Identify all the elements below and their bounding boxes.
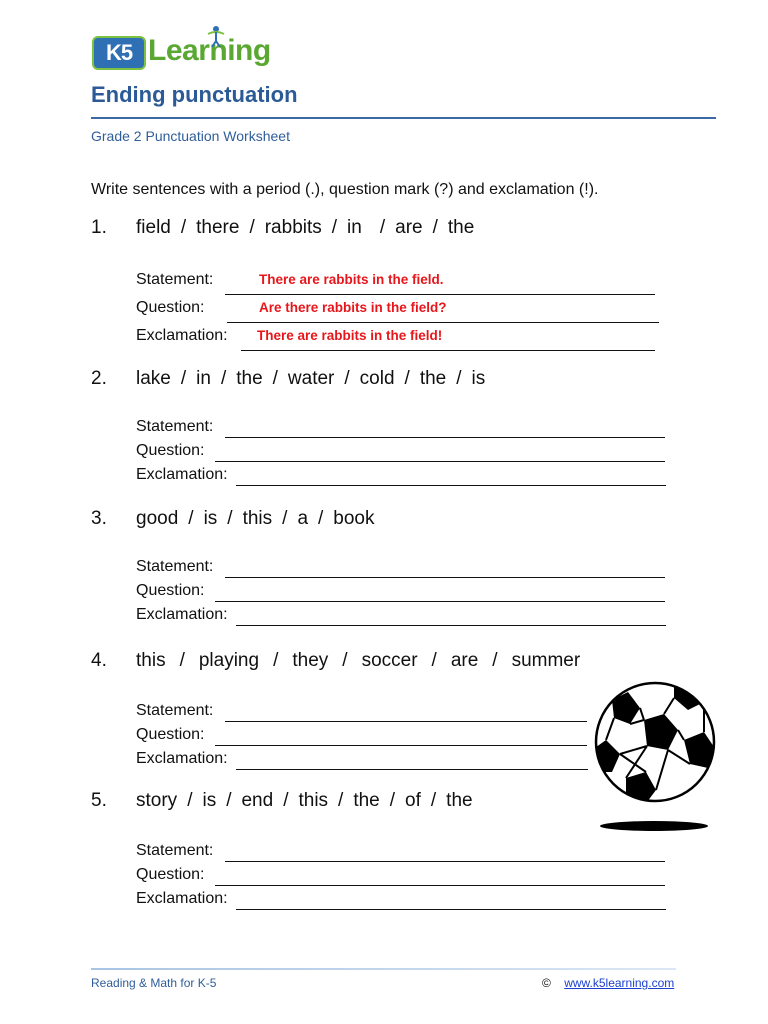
- word: the: [419, 368, 447, 389]
- statement-label: Statement:: [136, 842, 214, 859]
- question-answer: Are there rabbits in the field?: [259, 300, 447, 315]
- word: playing: [198, 650, 260, 671]
- word-bank: field / there / rabbits / in / are / the: [136, 217, 475, 238]
- footer-divider: [91, 968, 676, 970]
- exclamation-answer-line[interactable]: [241, 350, 655, 351]
- exclamation-label: Exclamation:: [136, 327, 228, 344]
- word: in: [196, 368, 211, 389]
- word-bank: story / is / end / this / the / of / the: [136, 790, 473, 811]
- logo-k5-badge: K5: [92, 36, 146, 70]
- statement-answer-line[interactable]: [225, 577, 665, 578]
- statement-answer-line[interactable]: [225, 861, 665, 862]
- word: there: [196, 217, 240, 238]
- statement-answer-line[interactable]: [225, 721, 587, 722]
- word: this: [242, 508, 273, 529]
- word: cold: [359, 368, 395, 389]
- exclamation-answer: There are rabbits in the field!: [257, 328, 443, 343]
- word-bank: lake / in / the / water / cold / the / is: [136, 368, 486, 389]
- copyright-symbol: ©: [542, 976, 551, 990]
- word: is: [471, 368, 486, 389]
- title-divider: [91, 117, 716, 119]
- question-row: [91, 582, 731, 606]
- exclamation-row: [91, 466, 731, 490]
- question-label: Question:: [136, 299, 205, 316]
- word: of: [405, 790, 421, 811]
- word: the: [446, 790, 473, 811]
- exclamation-label: Exclamation:: [136, 890, 228, 907]
- word: are: [450, 650, 479, 671]
- exclamation-row: [91, 606, 731, 630]
- word-bank: good / is / this / a / book: [136, 508, 375, 529]
- question-answer-line[interactable]: [215, 885, 665, 886]
- page-title: Ending punctuation: [91, 82, 298, 107]
- question-number: 3.: [91, 508, 107, 529]
- word: summer: [511, 650, 581, 671]
- logo-wordmark: Learning: [148, 34, 271, 67]
- soccer-ball-image: [592, 680, 722, 840]
- word: good: [136, 508, 179, 529]
- word: a: [297, 508, 309, 529]
- question-row: [91, 866, 731, 890]
- exclamation-row: [91, 327, 731, 355]
- exclamation-answer-line[interactable]: [236, 769, 588, 770]
- statement-row: [91, 558, 731, 582]
- question-2: [91, 368, 731, 490]
- footer-copyright: [542, 976, 674, 990]
- question-3: [91, 508, 731, 630]
- exclamation-answer-line[interactable]: [236, 625, 666, 626]
- word: the: [236, 368, 263, 389]
- statement-answer-line[interactable]: [225, 437, 665, 438]
- statement-answer-line[interactable]: [225, 294, 655, 295]
- question-label: Question:: [136, 442, 205, 459]
- statement-label: Statement:: [136, 418, 214, 435]
- word: is: [202, 790, 217, 811]
- logo-figure-icon: [204, 24, 228, 48]
- statement-row: [91, 842, 731, 866]
- question-row: [91, 442, 731, 466]
- question-answer-line[interactable]: [215, 745, 587, 746]
- word: lake: [136, 368, 171, 389]
- word: this: [298, 790, 329, 811]
- word: book: [333, 508, 375, 529]
- exclamation-answer-line[interactable]: [236, 485, 666, 486]
- question-label: Question:: [136, 726, 205, 743]
- exclamation-label: Exclamation:: [136, 466, 228, 483]
- question-answer-line[interactable]: [227, 322, 659, 323]
- exclamation-label: Exclamation:: [136, 750, 228, 767]
- word: this: [136, 650, 166, 671]
- statement-answer: There are rabbits in the field.: [259, 272, 444, 287]
- question-number: 1.: [91, 217, 107, 238]
- word: story: [136, 790, 178, 811]
- statement-row: [91, 418, 731, 442]
- word: field: [136, 217, 171, 238]
- word: they: [292, 650, 329, 671]
- website-link[interactable]: www.k5learning.com: [564, 976, 675, 990]
- question-number: 5.: [91, 790, 107, 811]
- question-1: [91, 217, 731, 355]
- word: in: [347, 217, 362, 238]
- statement-label: Statement:: [136, 702, 214, 719]
- question-number: 2.: [91, 368, 107, 389]
- statement-label: Statement:: [136, 271, 214, 288]
- footer-tagline: Reading & Math for K-5: [91, 976, 217, 990]
- statement-label: Statement:: [136, 558, 214, 575]
- word: is: [203, 508, 218, 529]
- instructions: Write sentences with a period (.), question mark (?) and exclamation (!).: [91, 181, 599, 198]
- word: the: [447, 217, 475, 238]
- statement-row: [91, 271, 731, 299]
- question-answer-line[interactable]: [215, 461, 665, 462]
- worksheet-subtitle: Grade 2 Punctuation Worksheet: [91, 128, 290, 144]
- word: water: [287, 368, 335, 389]
- exclamation-label: Exclamation:: [136, 606, 228, 623]
- exclamation-row: [91, 890, 731, 914]
- word-bank: this / playing / they / soccer / are / summer: [136, 650, 581, 671]
- question-number: 4.: [91, 650, 107, 671]
- question-answer-line[interactable]: [215, 601, 665, 602]
- exclamation-answer-line[interactable]: [236, 909, 666, 910]
- word: the: [353, 790, 380, 811]
- word: end: [241, 790, 274, 811]
- word: soccer: [361, 650, 418, 671]
- word: rabbits: [264, 217, 322, 238]
- question-row: [91, 299, 731, 327]
- question-label: Question:: [136, 582, 205, 599]
- question-label: Question:: [136, 866, 205, 883]
- word: are: [395, 217, 423, 238]
